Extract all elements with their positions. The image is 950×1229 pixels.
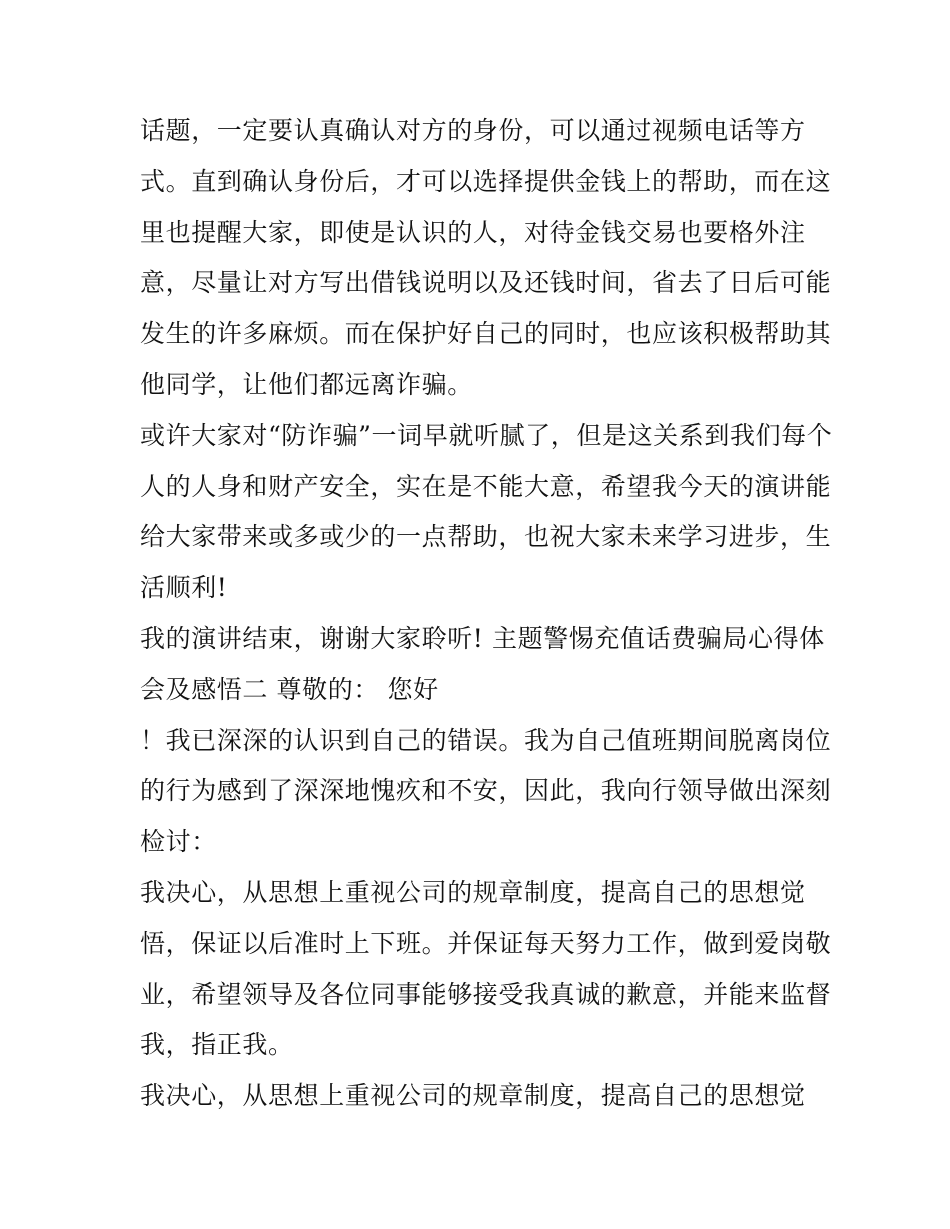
text-line: 话题，一定要认真确认对方的身份，可以通过视频电话等方 [140,116,806,145]
text-line: 式。直到确认身份后，才可以选择提供金钱上的帮助，而在这 [140,166,832,196]
text-line: 我的演讲结束，谢谢大家聆听! 主题警惕充值话费骗局心得体 [140,623,825,653]
text-line: 他同学，让他们都远离诈骗。 [140,369,473,399]
text-line: 活顺利! [140,573,228,603]
text-line: 我决心，从思想上重视公司的规章制度，提高自己的思想觉 [140,877,806,907]
text-line: 检讨： [140,827,217,857]
text-line: 发生的许多麻烦。而在保护好自己的同时，也应该积极帮助其 [140,319,832,349]
text-line: ！我已深深的认识到自己的错误。我为自己值班期间脱离岗位 [140,725,832,755]
text-line: 里也提醒大家，即使是认识的人，对待金钱交易也要格外注 [140,217,806,247]
text-line: 给大家带来或多或少的一点帮助，也祝大家未来学习进步，生 [140,522,832,552]
text-line: 会及感悟二 尊敬的： 您好 [140,674,439,704]
text-line: 的行为感到了深深地愧疚和不安，因此，我向行领导做出深刻 [140,776,832,806]
text-line: 业，希望领导及各位同事能够接受我真诚的歉意，并能来监督 [140,979,832,1009]
text-line: 意，尽量让对方写出借钱说明以及还钱时间，省去了日后可能 [140,268,832,298]
text-line: 我，指正我。 [140,1030,294,1060]
text-line: 我决心，从思想上重视公司的规章制度，提高自己的思想觉 [140,1081,806,1111]
text-line: 悟，保证以后准时上下班。并保证每天努力工作，做到爱岗敬 [140,928,832,958]
text-line: 人的人身和财产安全，实在是不能大意，希望我今天的演讲能 [140,471,832,501]
document-body [140,106,833,1122]
text-line: 或许大家对“防诈骗”一词早就听腻了，但是这关系到我们每个 [140,420,833,450]
